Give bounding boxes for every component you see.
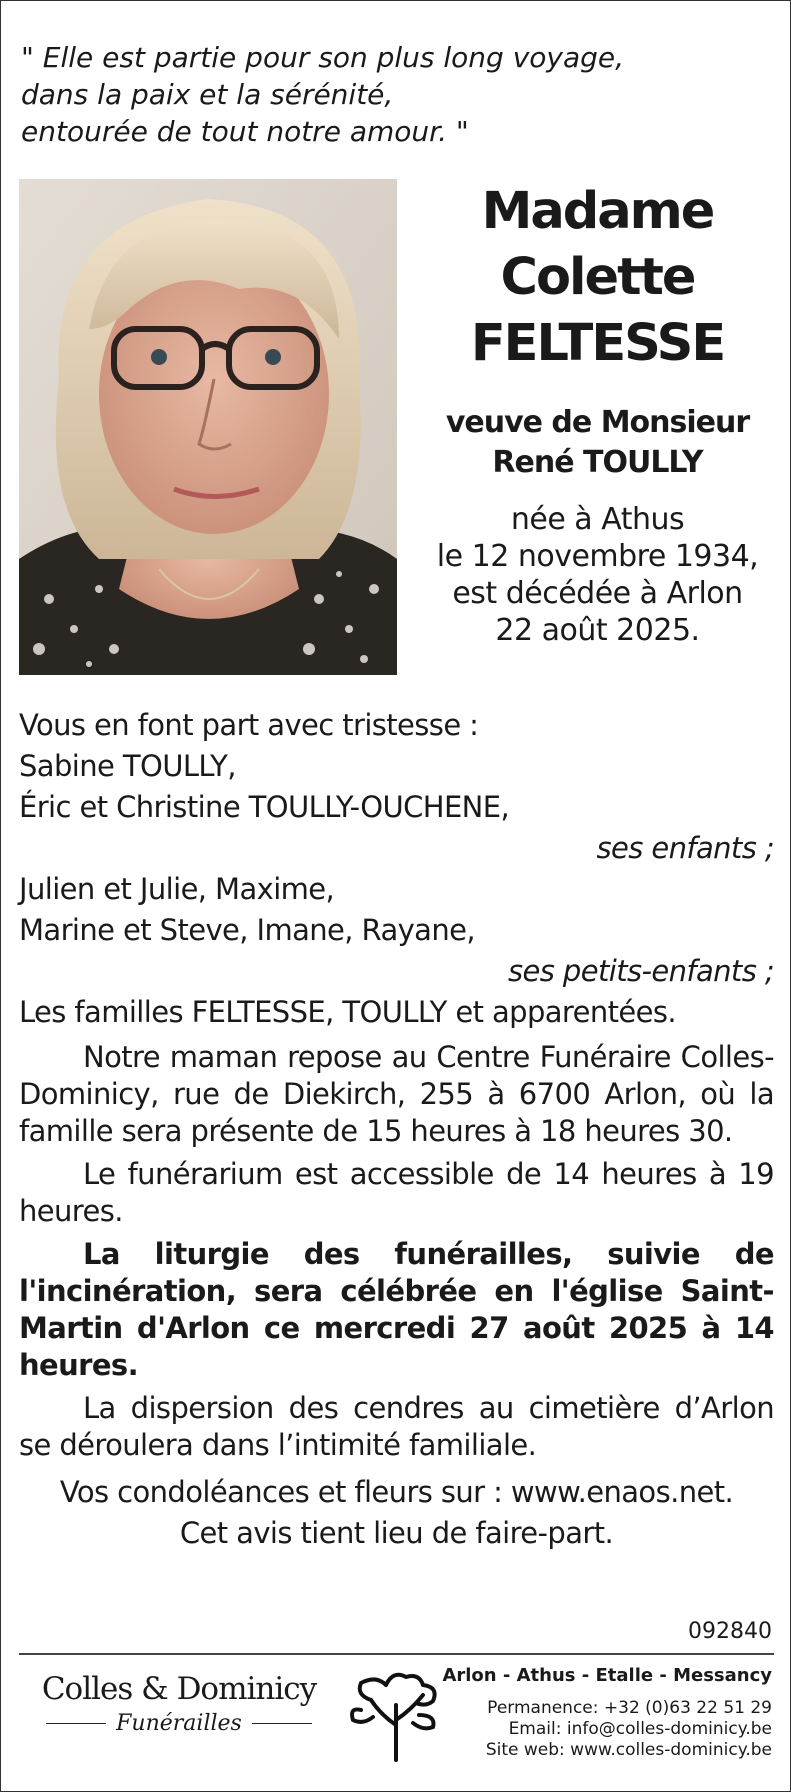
- contact-info: [432, 1665, 772, 1761]
- family-member: Marine et Steve, Imane, Rayane,: [19, 913, 475, 947]
- widow-of: [421, 403, 774, 483]
- logo-subtitle: [39, 1711, 319, 1736]
- birth-death-details: [421, 501, 774, 649]
- family-intro: Vous en font part avec tristesse :: [19, 708, 479, 742]
- death-line: est décédée à Arlon: [452, 576, 743, 611]
- family-member: Sabine TOULLY,: [19, 749, 236, 783]
- quote-line: entourée de tout notre amour. ": [21, 115, 469, 148]
- widow-line: veuve de Monsieur: [445, 405, 750, 440]
- viewing-paragraph: Notre maman repose au Centre Funéraire Colles-Dominicy, rue de Diekirch, 255 à 6700 Arlon, où la famille sera présente de 15 heures à 18 heures 30.: [19, 1040, 774, 1148]
- birth-line: née à Athus: [510, 502, 685, 537]
- ashes-paragraph: La dispersion des cendres au cimetière d’Arlon se déroulera dans l’intimité familiale.: [19, 1391, 774, 1462]
- portrait-illustration: [19, 179, 397, 675]
- last-name: FELTESSE: [470, 314, 725, 373]
- epitaph-quote: [21, 39, 761, 150]
- funeral-home-logo: [39, 1671, 319, 1736]
- reference-number: 092840: [688, 1619, 772, 1644]
- honorific: Madame: [481, 182, 714, 241]
- logo-subtitle-text: Funérailles: [116, 1711, 242, 1736]
- notice-line: Cet avis tient lieu de faire-part.: [179, 1516, 614, 1550]
- email: Email: info@colles-dominicy.be: [508, 1719, 772, 1739]
- deceased-name-block: [421, 179, 774, 649]
- liturgy-paragraph: La liturgie des funérailles, suivie de l'incinération, sera célébrée en l'église Saint-Martin d'Arlon ce mercredi 27 août 2025 à 14 heures.: [19, 1237, 774, 1382]
- family-role: ses petits-enfants ;: [508, 954, 774, 988]
- quote-line: dans la paix et la sérénité,: [21, 78, 394, 111]
- logo-dash: [252, 1723, 312, 1724]
- website: Site web: www.colles-dominicy.be: [485, 1740, 772, 1760]
- family-member: Éric et Christine TOULLY-OUCHENE,: [19, 790, 510, 824]
- locations: Arlon - Athus - Etalle - Messancy: [442, 1665, 772, 1686]
- logo-name: Colles & Dominicy: [41, 1671, 317, 1707]
- first-name: Colette: [500, 248, 695, 307]
- condolences-line: Vos condoléances et fleurs sur : www.enaos.net.: [59, 1475, 734, 1509]
- quote-line: " Elle est partie pour son plus long voyage,: [21, 41, 625, 74]
- birth-line: le 12 novembre 1934,: [436, 539, 759, 574]
- funerarium-paragraph: Le funérarium est accessible de 14 heures à 19 heures.: [19, 1157, 774, 1228]
- logo-dash: [46, 1723, 106, 1724]
- footer-divider: [19, 1653, 774, 1655]
- portrait-photo: [19, 179, 397, 675]
- phone: Permanence: +32 (0)63 22 51 29: [487, 1698, 772, 1718]
- death-date: 22 août 2025.: [495, 613, 700, 648]
- family-member: Julien et Julie, Maxime,: [19, 872, 335, 906]
- announcement-body: [19, 705, 774, 1554]
- widow-line: René TOULLY: [492, 445, 703, 480]
- family-member: Les familles FELTESSE, TOULLY et apparentées.: [19, 995, 677, 1029]
- family-role: ses enfants ;: [596, 831, 774, 865]
